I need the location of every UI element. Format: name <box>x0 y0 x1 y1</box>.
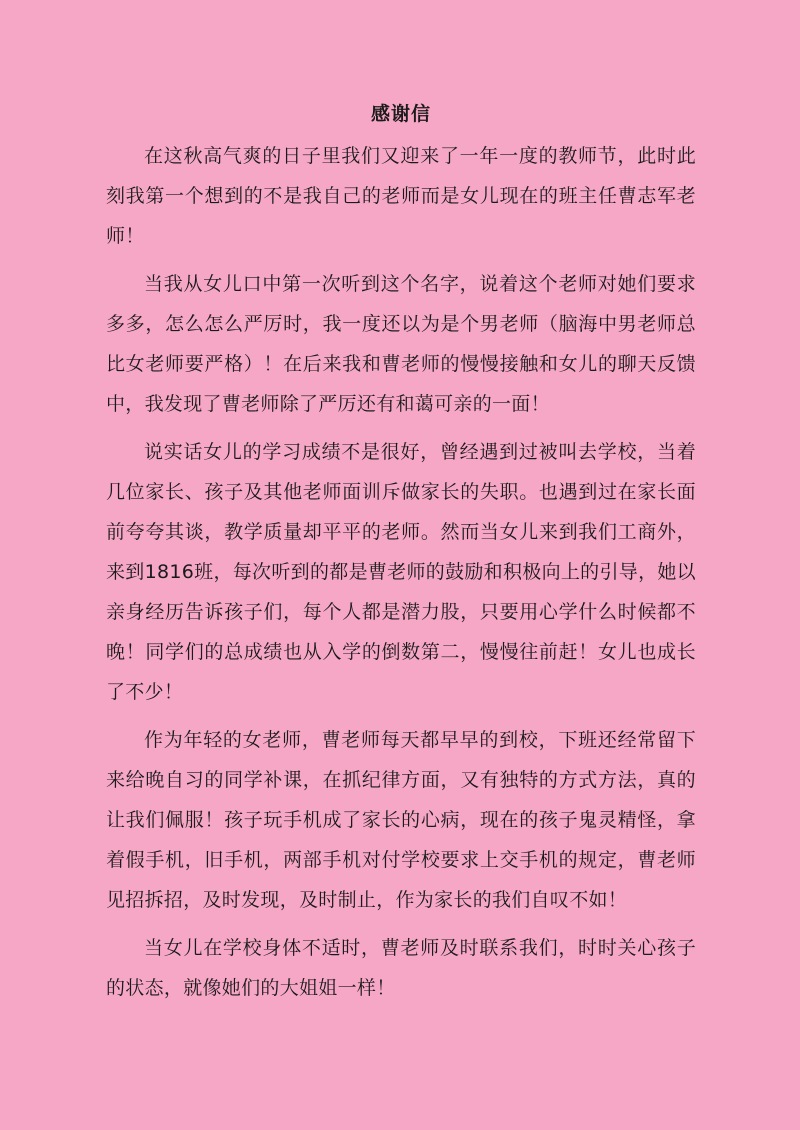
letter-paragraph-1: 在这秋高气爽的日子里我们又迎来了一年一度的教师节，此时此刻我第一个想到的不是我自己的老师而是女儿现在的班主任曹志军老师！ <box>106 145 696 247</box>
letter-title: 感谢信 <box>370 103 431 125</box>
letter-paragraph-5: 当女儿在学校身体不适时，曹老师及时联系我们，时时关心孩子的状态，就像她们的大姐姐一样！ <box>106 937 696 999</box>
letter-paragraph-3: 说实话女儿的学习成绩不是很好，曾经遇到过被叫去学校，当着几位家长、孩子及其他老师面训斥做家长的失职。也遇到过在家长面前夸夸其谈，教学质量却平平的老师。然而当女儿来到我们工商外，来到1816班，每次听到的都是曹老师的鼓励和积极向上的引导，她以亲身经历告诉孩子们，每个人都是潜力股，只要用心学什么时候都不晚！同学们的总成绩也从入学的倒数第二，慢慢往前赶！女儿也成长了不少！ <box>106 441 696 703</box>
letter-body <box>106 96 696 1016</box>
letter-paragraph-2: 当我从女儿口中第一次听到这个名字，说着这个老师对她们要求多多，怎么怎么严厉时，我一度还以为是个男老师（脑海中男老师总比女老师要严格）！在后来我和曹老师的慢慢接触和女儿的聊天反馈中，我发现了曹老师除了严厉还有和蔼可亲的一面！ <box>106 273 696 415</box>
letter-paragraph-4: 作为年轻的女老师，曹老师每天都早早的到校，下班还经常留下来给晚自习的同学补课，在抓纪律方面，又有独特的方式方法，真的让我们佩服！孩子玩手机成了家长的心病，现在的孩子鬼灵精怪，拿着假手机，旧手机，两部手机对付学校要求上交手机的规定，曹老师见招拆招，及时发现，及时制止，作为家长的我们自叹不如！ <box>106 729 696 911</box>
